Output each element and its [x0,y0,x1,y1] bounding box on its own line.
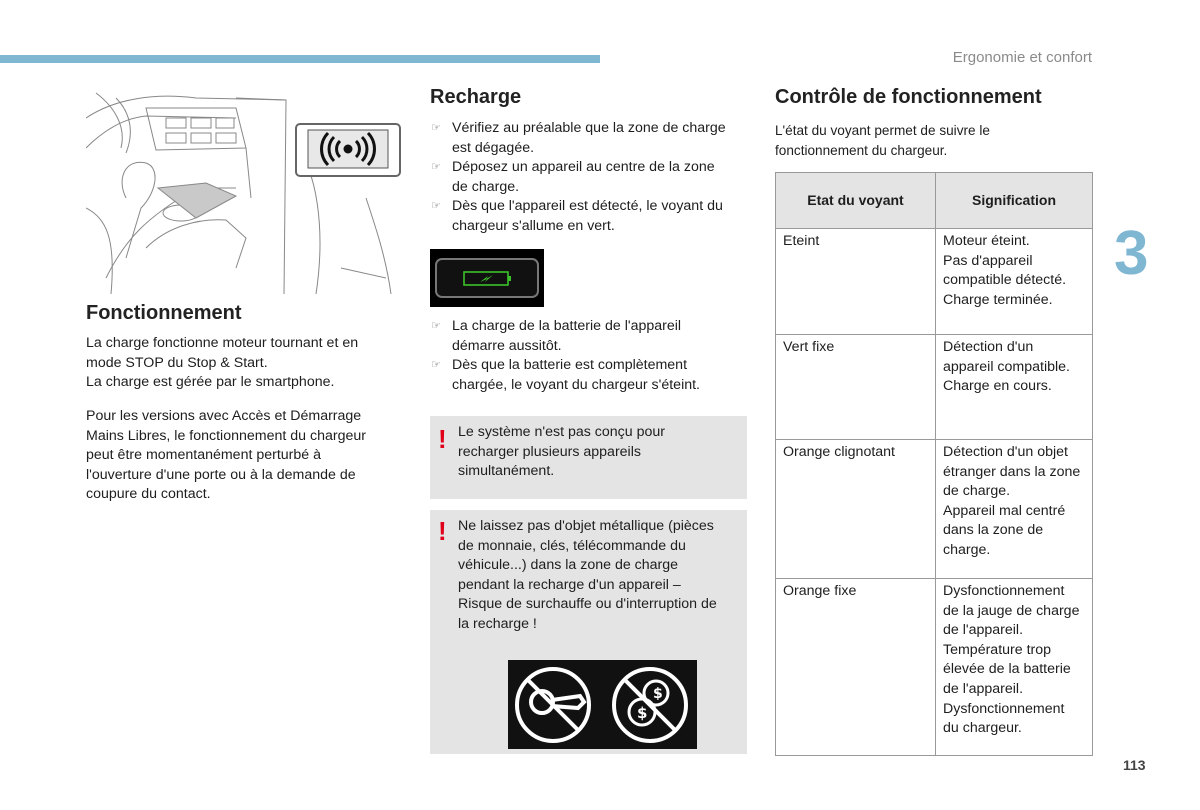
pointing-hand-icon: ☞ [431,161,441,174]
pointing-hand-icon: ☞ [431,122,441,134]
no-keys-icon [517,669,589,741]
fonctionnement-paragraph-1: La charge fonctionne moteur tournant et en mode STOP du Stop & Start. La charge est gérée par le smartphone. [86,335,359,391]
table-header-meaning: Signification [936,173,1093,229]
warning-text: Ne laissez pas d'objet métallique (pièces de monnaie, clés, télécommande du véhicule...) dans la zone de charge pendant la recharge d'un appareil – Risque de surchauffe ou d'interruption de la recharge ! [458,518,717,632]
state-cell: Eteint [776,229,936,335]
fonctionnement-heading: Fonctionnement [86,302,242,324]
svg-text:$: $ [653,686,663,702]
list-item: ☞ Dès que la batterie est complètement chargée, le voyant du chargeur s'éteint. [431,357,700,393]
state-cell: Orange clignotant [776,440,936,579]
table-row [776,229,1093,335]
exclamation-icon: ! [438,516,447,546]
exclamation-icon: ! [438,424,447,454]
console-illustration [86,88,402,294]
chapter-number: 3 [1114,219,1149,288]
warning-text: Le système n'est pas conçu pour recharger plusieurs appareils simultanément. [458,424,665,480]
pointing-hand-icon: ☞ [431,320,441,332]
warning-box-multiple-devices [430,416,747,499]
fonctionnement-paragraph-2: Pour les versions avec Accès et Démarrage Mains Libres, le fonctionnement du chargeur peut être momentanément perturbé à l'ouverture d'une porte ou à la demande de coupure du contact. [86,408,366,503]
list-item: ☞ Dès que l'appareil est détecté, le voyant du chargeur s'allume en vert. [431,198,723,234]
meaning-cell: Dysfonctionnement de la jauge de charge de l'appareil. Température trop élevée de la batterie de l'appareil. Dysfonctionnement du chargeur. [936,579,1093,756]
prohibited-objects-illustration [508,660,697,749]
controle-heading: Contrôle de fonctionnement [775,86,1042,108]
charger-led-illustration [430,249,544,307]
pointing-hand-icon: ☞ [431,359,441,372]
recharge-status-list [430,317,750,395]
list-item: ☞ Vérifiez au préalable que la zone de charge est dégagée. [431,120,726,156]
pointing-hand-icon: ☞ [431,200,441,213]
table-header-state: Etat du voyant [776,173,936,229]
table-row [776,440,1093,579]
recharge-heading: Recharge [430,86,522,108]
table-row [776,579,1093,756]
svg-text:$: $ [637,704,648,722]
list-item: ☞ La charge de la batterie de l'appareil démarre aussitôt. [431,318,682,354]
state-cell: Vert fixe [776,335,936,440]
meaning-cell: Détection d'un objet étranger dans la zone de charge. Appareil mal centré dans la zone de charge. [936,440,1093,579]
page-number: 113 [1123,757,1146,773]
controle-intro: L'état du voyant permet de suivre le fonctionnement du chargeur. [775,123,990,158]
state-cell: Orange fixe [776,579,936,756]
header-accent-bar [0,55,600,63]
recharge-steps-list [430,119,750,237]
meaning-cell: Détection d'un appareil compatible. Charge en cours. [936,335,1093,440]
no-coins-icon [614,669,686,741]
status-table [775,172,1093,756]
warning-box-metal-objects [430,510,747,754]
table-row [776,335,1093,440]
list-item: ☞ Déposez un appareil au centre de la zone de charge. [431,159,715,195]
meaning-cell: Moteur éteint. Pas d'appareil compatible détecté. Charge terminée. [936,229,1093,335]
section-title: Ergonomie et confort [952,49,1092,66]
